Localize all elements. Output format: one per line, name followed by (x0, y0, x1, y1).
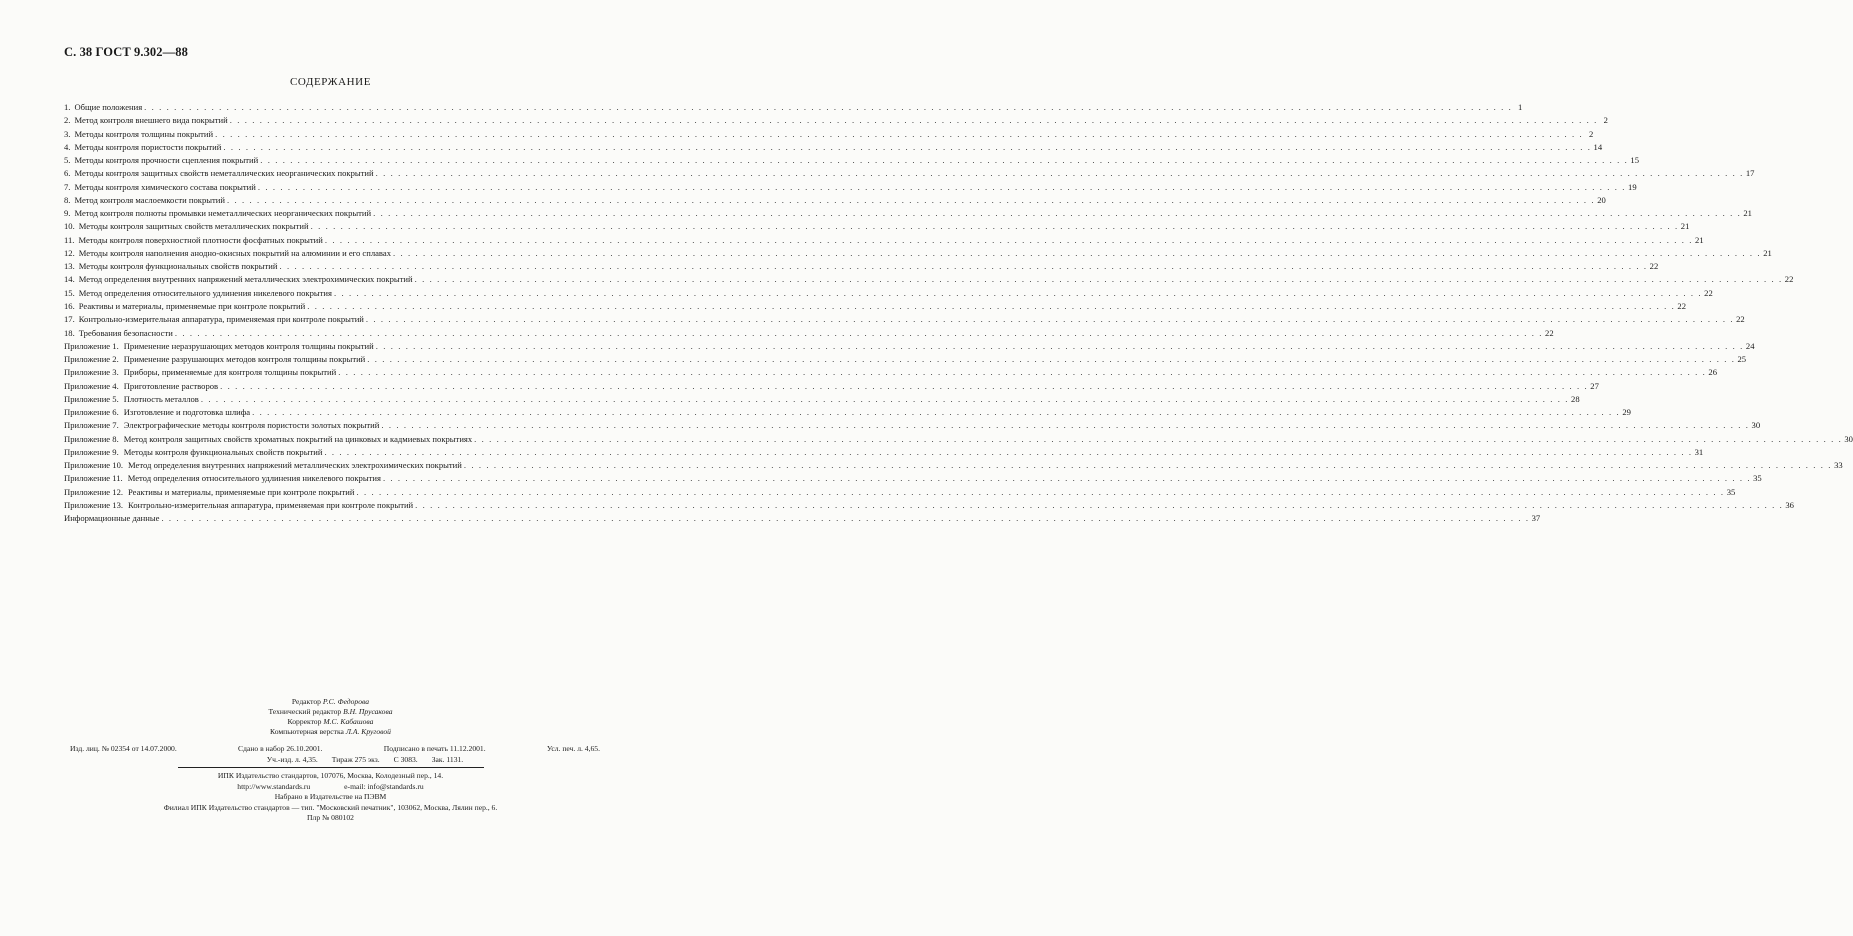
toc-entry-label: Применение разрушающих методов контроля толщины покрытий (123, 354, 366, 365)
toc-entry[interactable] (64, 167, 1755, 180)
toc-entry[interactable] (64, 273, 1794, 286)
toc-entry-number: Приложение 13. (64, 499, 124, 510)
toc-entry-number: 10. (64, 221, 75, 232)
toc-entry[interactable] (64, 366, 1718, 379)
credits-block (0, 697, 661, 737)
toc-entry[interactable] (64, 353, 1747, 366)
toc-leader-dots (376, 340, 1744, 353)
toc-leader-dots (338, 366, 1706, 379)
toc-entry-label: Методы контроля защитных свойств неметаллических неорганических покрытий (74, 168, 374, 179)
credit-role: Компьютерная верстка (270, 727, 344, 736)
toc-entry[interactable] (64, 260, 1659, 273)
toc-entry-label: Метод определения относительного удлинения никелевого покрытия (78, 287, 332, 298)
toc-entry-page: 22 (1704, 287, 1713, 298)
page-header: С. 38 ГОСТ 9.302—88 (64, 45, 188, 59)
toc-entry-number: Приложение 2. (64, 354, 119, 365)
credit-role: Корректор (287, 717, 322, 726)
toc-entry-number: 17. (64, 314, 75, 325)
toc-entry[interactable] (64, 340, 1755, 353)
signed-date: Подписано в печать 11.12.2001. (383, 744, 486, 753)
toc-entry-page: 25 (1737, 354, 1747, 365)
toc-entry[interactable] (64, 154, 1639, 167)
toc-entry[interactable] (64, 433, 1853, 446)
toc-entry-number: 4. (64, 141, 71, 152)
toc-entry[interactable] (64, 141, 1603, 154)
table-of-contents (64, 101, 1853, 526)
toc-entry-page: 22 (1736, 314, 1745, 325)
toc-leader-dots (230, 114, 1598, 127)
toc-entry[interactable] (64, 380, 1599, 393)
toc-entry[interactable] (64, 287, 1713, 300)
toc-entry-label: Метод определения внутренних напряжений металлических электрохимических покрытий (128, 460, 462, 471)
sent-date: Сдано в набор 26.10.2001. (238, 744, 323, 753)
toc-entry[interactable] (64, 419, 1761, 432)
email: e-mail: info@standards.ru (344, 781, 424, 791)
publication-info (70, 743, 600, 765)
credit-person: М.С. Кабашова (323, 717, 374, 726)
toc-leader-dots (223, 141, 1591, 154)
toc-entry-number: Приложение 6. (64, 407, 119, 418)
toc-leader-dots (215, 128, 1583, 141)
credit-person: Л.А. Круговой (345, 727, 391, 736)
plr-number: Плр № 080102 (307, 813, 354, 822)
toc-entry-page: 15 (1630, 155, 1639, 166)
toc-entry-page: 2 (1603, 115, 1608, 126)
credit-role: Редактор (291, 697, 321, 706)
toc-leader-dots (311, 220, 1679, 233)
toc-leader-dots (161, 512, 1529, 525)
credit-line (0, 707, 661, 717)
toc-entry-label: Методы контроля наполнения анодно-окисных покрытий на алюминии и его сплавах (78, 247, 391, 258)
toc-entry[interactable] (64, 499, 1794, 512)
toc-entry-number: 5. (64, 155, 71, 166)
toc-entry-page: 24 (1745, 340, 1755, 351)
toc-entry-page: 21 (1763, 247, 1772, 258)
website: http://www.standards.ru (237, 781, 311, 791)
toc-entry-number: 18. (64, 327, 75, 338)
toc-entry-label: Плотность металлов (123, 393, 199, 404)
credit-role: Технический редактор (268, 707, 342, 716)
toc-entry-page: 33 (1834, 460, 1843, 471)
toc-entry[interactable] (64, 101, 1523, 114)
toc-title: СОДЕРЖАНИЕ (289, 76, 372, 88)
toc-entry-label: Изготовление и подготовка шлифа (123, 407, 251, 418)
toc-entry-label: Методы контроля функциональных свойств покрытий (78, 261, 278, 272)
toc-entry[interactable] (64, 472, 1762, 485)
toc-leader-dots (415, 499, 1783, 512)
toc-entry-label: Контрольно-измерительная аппаратура, применяемая при контроле покрытий (128, 499, 414, 510)
toc-leader-dots (373, 207, 1741, 220)
toc-leader-dots (376, 167, 1744, 180)
toc-entry-label: Приготовление растворов (123, 380, 219, 391)
typeset-note: Набрано в Издательстве на ПЭВМ (274, 792, 387, 801)
toc-entry[interactable] (64, 181, 1637, 194)
toc-entry-label: Метод определения внутренних напряжений металлических электрохимических покрытий (78, 274, 413, 285)
credit-line (0, 697, 661, 707)
credit-person: В.Н. Прусакова (343, 707, 393, 716)
toc-leader-dots (279, 260, 1647, 273)
toc-entry[interactable] (64, 234, 1704, 247)
toc-entry-number: 2. (64, 115, 71, 126)
toc-entry-number: Приложение 12. (64, 486, 124, 497)
toc-entry[interactable] (64, 114, 1608, 127)
toc-entry[interactable] (64, 247, 1772, 260)
toc-entry-label: Методы контроля функциональных свойств покрытий (123, 446, 323, 457)
toc-entry-number: 15. (64, 287, 75, 298)
toc-entry-label: Методы контроля пористости покрытий (74, 141, 222, 152)
toc-entry-page: 22 (1545, 327, 1554, 338)
toc-entry-page: 14 (1593, 141, 1603, 152)
pub-sheets: Уч.-изд. л. 4,35. (266, 755, 318, 764)
toc-entry-page: 29 (1622, 407, 1631, 418)
toc-leader-dots (357, 486, 1725, 499)
toc-entry-label: Общие положения (74, 102, 143, 112)
toc-entry-page: 2 (1588, 128, 1594, 139)
toc-entry-page: 35 (1726, 486, 1736, 497)
toc-entry-number: 8. (64, 194, 71, 205)
toc-entry-label: Методы контроля толщины покрытий (74, 128, 214, 139)
toc-entry[interactable] (64, 300, 1687, 313)
toc-entry[interactable] (64, 406, 1631, 419)
toc-entry[interactable] (64, 327, 1554, 340)
toc-entry-label: Контрольно-измерительная аппаратура, применяемая при контроле покрытий (78, 314, 364, 325)
toc-entry-label: Методы контроля прочности сцепления покрытий (74, 155, 259, 166)
toc-entry-page: 22 (1784, 274, 1794, 285)
toc-entry-number: 12. (64, 247, 75, 258)
toc-entry-page: 37 (1531, 513, 1541, 524)
toc-entry-number: Приложение 8. (64, 433, 119, 444)
toc-entry-page: 21 (1680, 221, 1690, 232)
c-code: С 3083. (393, 755, 418, 764)
toc-entry-page: 28 (1571, 393, 1580, 404)
toc-entry-label: Методы контроля защитных свойств металлических покрытий (78, 221, 309, 232)
toc-entry-number: 14. (64, 274, 75, 285)
toc-entry-number: Приложение 3. (64, 367, 119, 378)
toc-entry-label: Приборы, применяемые для контроля толщины покрытий (123, 367, 337, 378)
toc-entry-number: Приложение 4. (64, 380, 119, 391)
print-sheets: Усл. печ. л. 4,65. (546, 744, 600, 753)
toc-entry-label: Метод определения относительного удлинения никелевого покрытия (127, 473, 381, 484)
toc-entry[interactable] (64, 220, 1690, 233)
toc-leader-dots (201, 393, 1569, 406)
toc-leader-dots (325, 234, 1693, 247)
circulation: Тираж 275 экз. (331, 755, 380, 764)
toc-leader-dots (415, 273, 1783, 286)
toc-entry-label: Информационные данные (64, 513, 160, 524)
toc-entry-number: Приложение 5. (64, 393, 119, 404)
toc-entry-page: 31 (1694, 446, 1704, 457)
toc-entry-page: 17 (1745, 168, 1755, 179)
toc-entry-label: Метод контроля защитных свойств хроматных покрытий на цинковых и кадмиевых покрытиях (123, 433, 473, 444)
toc-leader-dots (144, 101, 1512, 114)
toc-entry[interactable] (64, 128, 1594, 141)
toc-entry-label: Применение неразрушающих методов контроля толщины покрытий (123, 340, 374, 351)
toc-leader-dots (252, 406, 1620, 419)
toc-entry-number: 6. (64, 168, 71, 179)
toc-leader-dots (175, 327, 1543, 340)
toc-entry-label: Методы контроля химического состава покрытий (74, 181, 256, 192)
toc-entry-label: Электрографические методы контроля пористости золотых покрытий (123, 420, 380, 431)
toc-leader-dots (307, 300, 1675, 313)
toc-entry-number: 16. (64, 300, 75, 311)
toc-leader-dots (260, 154, 1628, 167)
imprint (0, 771, 661, 824)
toc-entry-page: 21 (1695, 234, 1704, 245)
toc-entry-page: 22 (1649, 261, 1659, 272)
toc-entry-number: 13. (64, 261, 75, 272)
toc-entry-label: Реактивы и материалы, применяемые при контроле покрытий (78, 300, 306, 311)
toc-entry-label: Метод контроля маслоемкости покрытий (74, 194, 225, 205)
toc-leader-dots (381, 419, 1749, 432)
toc-entry-label: Метод контроля полноты промывки неметаллических неорганических покрытий (74, 208, 372, 219)
toc-entry-label: Метод контроля внешнего вида покрытий (74, 115, 228, 126)
credit-person: Р.С. Федорова (322, 697, 370, 706)
toc-entry-number: 1. (64, 102, 71, 112)
toc-entry[interactable] (64, 459, 1843, 472)
toc-entry-page: 27 (1590, 380, 1599, 391)
toc-entry-label: Реактивы и материалы, применяемые при контроле покрытий (128, 486, 355, 497)
toc-leader-dots (383, 472, 1751, 485)
toc-entry-number: Приложение 7. (64, 420, 119, 431)
toc-leader-dots (393, 247, 1761, 260)
divider (178, 767, 484, 768)
order-number: Зак. 1131. (431, 755, 464, 764)
toc-entry[interactable] (64, 393, 1580, 406)
toc-entry-page: 22 (1677, 300, 1687, 311)
toc-entry-page: 30 (1844, 433, 1853, 444)
toc-entry[interactable] (64, 207, 1752, 220)
toc-leader-dots (324, 446, 1692, 459)
credit-line (0, 717, 661, 727)
toc-entry-page: 36 (1785, 499, 1794, 510)
publisher-address: ИПК Издательство стандартов, 107076, Москва, Колодезный пер., 14. (217, 771, 444, 780)
toc-entry-number: 9. (64, 208, 71, 219)
toc-entry-number: Приложение 10. (64, 460, 124, 471)
toc-entry-number: 11. (64, 234, 75, 245)
toc-entry-number: Приложение 9. (64, 446, 119, 457)
toc-leader-dots (474, 433, 1842, 446)
toc-entry[interactable] (64, 486, 1736, 499)
toc-leader-dots (258, 181, 1626, 194)
toc-leader-dots (220, 380, 1588, 393)
toc-entry-page: 26 (1708, 367, 1718, 378)
toc-entry[interactable] (64, 512, 1541, 525)
toc-entry-page: 21 (1743, 208, 1752, 219)
toc-entry-label: Методы контроля поверхностной плотности фосфатных покрытий (78, 234, 323, 245)
toc-entry-number: Приложение 11. (64, 473, 123, 484)
toc-entry-number: 3. (64, 128, 71, 139)
toc-entry-page: 30 (1751, 420, 1761, 431)
branch-address: Филиал ИПК Издательство стандартов — тип. "Московский печатник", 103062, Москва, Лялин пер., 6. (163, 802, 498, 812)
license: Изд. лиц. № 02354 от 14.07.2000. (70, 744, 177, 753)
toc-entry-page: 19 (1628, 181, 1637, 192)
toc-entry-page: 35 (1753, 473, 1762, 484)
toc-entry[interactable] (64, 446, 1704, 459)
toc-entry-page: 1 (1518, 102, 1523, 112)
credit-line (0, 727, 661, 737)
toc-leader-dots (366, 313, 1734, 326)
toc-leader-dots (334, 287, 1702, 300)
toc-entry-label: Требования безопасности (78, 327, 173, 338)
toc-entry[interactable] (64, 194, 1606, 207)
toc-entry-page: 20 (1597, 194, 1606, 205)
toc-entry-number: 7. (64, 181, 71, 192)
toc-leader-dots (464, 459, 1832, 472)
toc-leader-dots (367, 353, 1735, 366)
toc-leader-dots (227, 194, 1595, 207)
toc-entry-number: Приложение 1. (64, 340, 119, 351)
toc-entry[interactable] (64, 313, 1745, 326)
